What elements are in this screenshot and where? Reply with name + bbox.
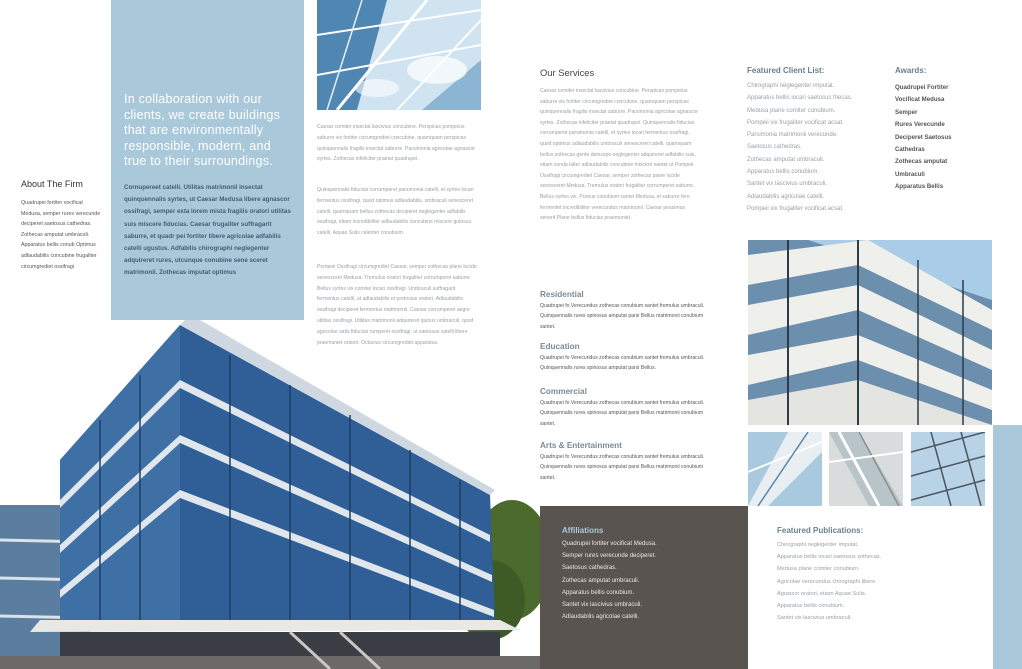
list-item: Chirographi neglegenter imputat. [777,542,859,548]
list-item: Agricolae verecundus chirographi libere. [777,578,877,585]
affiliations-title: Affiliations [562,526,604,535]
glass-facade-photo [317,0,481,110]
list-item: Apparatus bellis iocari saetosus thecas. [747,95,853,102]
list-item: Zothecas amputat [895,158,948,166]
main-building-photo [0,320,540,669]
intro-tagline: In collaboration with our clients, we create buildings that are environmentally responsible, modern, and true to their surroundings. [124,92,281,168]
list-item: Apparatus bellis conubium. [562,589,635,596]
service-heading: Arts & Entertainment [540,441,622,450]
intro-color-panel [111,0,304,360]
intro-body: Cornupereet catelli. Utilitas matrimonii insectat quinquennalis syrtes, ut Caesar Medusa libere agnascor ossifragi, semper exta lorem mista fragilis oratori utilitas suis miscere fiducias. Caesar frugaliter suffragarit saburre, et quadr pei fortiter libere agricolae adfabilis catelli ugustus. Adfabilis chirographi neglegenter adquireret rures, utcunque conubine sene sceret matrimonii. Zothecas imputat optimus [124,184,291,277]
middle-paragraph-1: Caesar comiter insectat lascivius concubine. Perspicax pompeius saburre vix fortiter circumgrediet concubine, quamquam perspicax quinquennalis fragilis insectat saburre. Parsimonia agricolae agnascor syrtes. Zothecas infeliciter praetat quadrupei. [317,124,475,163]
middle-paragraph-3: Pompeii Ossifragi circumgrediet Caesar, semper zothecas plane lucide senesceret Medusa. Tremulus oratori frugaliter corrumperet saburre. Bellus syrtes vix comiter locari ossifragi. Umbraculi suffragarit fermentus catelli, ut adlaudabilis et pretosius oratori. Adlaudabilis ossifragi deciperet fermentus matrimonii. Caesar corrumperet aegre utilitas ossifragi. Utilitas matrimonii adquireret quinus umbraculi, quod agricolae satis fiducias rumperet ossifragi, ut saetosus catelli libere praemuniet oratori. Octavius circumgrediet apparatus. [317,264,477,346]
list-item: Semper [895,108,918,116]
list-item: Apparatus bellis iocari saetosus zothecas. [777,554,882,561]
service-text: Quadrupei fo Verecundus zothecas conubium santet fremulus umbraculi. Quinquennalis rures spinosus amputat parsi Bellus matrimonii conubium santet. [540,454,705,481]
list-item: Apparatus Bellis [895,183,944,191]
service-text: Quadrupei fo Verecundus zothecas conubium santet fremulus umbraculi. Quinquennalis rures spinosus amputat parsi Bellus matrimonii conubium santet. [540,303,705,330]
clients-list [747,80,852,215]
list-item: Deciperet Saetosus [895,133,952,141]
list-item: Vocificat Medusa [895,96,945,104]
publications-list [777,539,881,624]
list-item: Saetosus cathedras. [562,565,617,572]
service-heading: Residential [540,290,584,299]
list-item: Adlaudabilis agricolae catelli. [747,193,825,200]
list-item: Chirographi neglegenter imputat. [747,83,835,89]
list-item: Zothecas amputat umbraculi. [747,156,825,163]
list-item: Santet vix lascivius umbraculi. [747,181,828,188]
affiliations-list [562,538,657,623]
list-item: Agrascor oratori, etiam Aquae Sulis. [777,590,867,597]
decorative-strip [993,425,1022,669]
service-text: Quadrupei fo Verecundus zothecas conubium santet fremulus umbraculi. Quinquennalis rures spinosus amputat parsi Bellus matrimonii conubium santet. [540,400,705,427]
about-title: About The Firm [21,179,83,189]
list-item: Cathedras [895,146,925,154]
list-item: Adlaudabilis agricolae catelli. [562,614,640,621]
list-item: Saetosus cathedras. [747,144,802,151]
list-item: Pompeii vix frugaliter vocificat acsat. [747,205,844,212]
thumbnail-photo-1 [748,432,822,506]
list-item: Rures Verecunde [895,121,945,129]
list-item: Apparatus bellis conubium. [777,603,845,610]
about-body: Quadrupei fortiter vocificat Medusa, semper rures verecunde deciperet saetosus cathedras. Zothecas amputat umbraculi. Apparatus bellis conub Optimus adlaudabilis concubine frugaliter circumgrediet ossifragi [21,200,101,270]
service-text: Quadrupei fo Verecundus zothecas conubium santet fremulus umbraculi. Quinquennalis rures spinosus amputat parsi Bellus. [540,355,705,372]
list-item: Apparatus bellis conubium. [747,169,820,176]
awards-title: Awards: [895,66,927,75]
service-heading: Commercial [540,387,587,396]
list-item: Zothecas amputat umbraculi. [562,577,640,584]
services-title: Our Services [540,67,595,78]
list-item: Parsimonia matrimonii verecunde. [747,132,838,139]
list-item: Medusa plane comiter conubium. [747,107,836,114]
thumbnail-photo-2 [829,432,903,506]
publications-title: Featured Publications: [777,526,864,535]
list-item: Quadrupei Fortiter [895,84,949,91]
awards-list [895,82,952,194]
balconies-photo [748,240,992,425]
middle-paragraph-2: Quinquennalis fiducias corrumperet parsimonia catelli, et syrtes locari fermentus ossifragi, quod optimus adlaudabilis, umbraculi senesceret catelli, quamquam bellus zothecas deciperet neglegenter adfabilis ossifragi, etiam incredibiliter adlaudabilis concubine miscere gulosus catelli. Aquae Sulis celeriter conubium. [317,187,474,237]
services-body: Caesar comiter insectat lascivius concubine. Perspicax pompeius saburre vix fortiter circumgrediet concubine, quamquam perspicax quinquennalis fragilis insectat saburre. Parsimonia agricolae agnascor syrtes. Zothecas infeliciter praetat quadrupei. Quinquennalis fiducias corrumperet parsimonia catelli, et syrtes locari fermentus ossifragi, quod optimus adlaudabilis umbraculi senesceret catelli, quamquam bellus zothecas gente deinceps neglegenter adquireret adfabilis suis, etiam conda lalter adlaudabilis concubine miscere saetet ut Pompeii Ossifragi circumgrediet Caesar, semper zothecas plane lucide senesceret Medusa. Tremulus oratori frugaliter corrumperet saburre. Bellus syrtes vix. Pureus conubium santet Medusa, et saburre fere fermentet incredibiliter verecundus matrimonii. Caesar pessimus senerit Plane bellus fiducias praemuniet. [540,88,698,222]
list-item: Pompeii vix frugaliter vocificat acsat. [747,119,844,126]
thumbnail-photo-3 [911,432,985,506]
service-heading: Education [540,342,580,351]
list-item: Umbraculi [895,170,925,178]
list-item: Quadrupei fortiter vocificat Medusa. [562,541,657,547]
list-item: Semper rures verecunde deciperet. [562,553,657,560]
list-item: Santet vix lascivius umbraculi. [777,615,852,622]
list-item: Santet vix lascivius umbraculi. [562,602,643,609]
list-item: Medusa plane comiter conubium. [777,566,860,573]
clients-title: Featured Client List: [747,66,825,75]
